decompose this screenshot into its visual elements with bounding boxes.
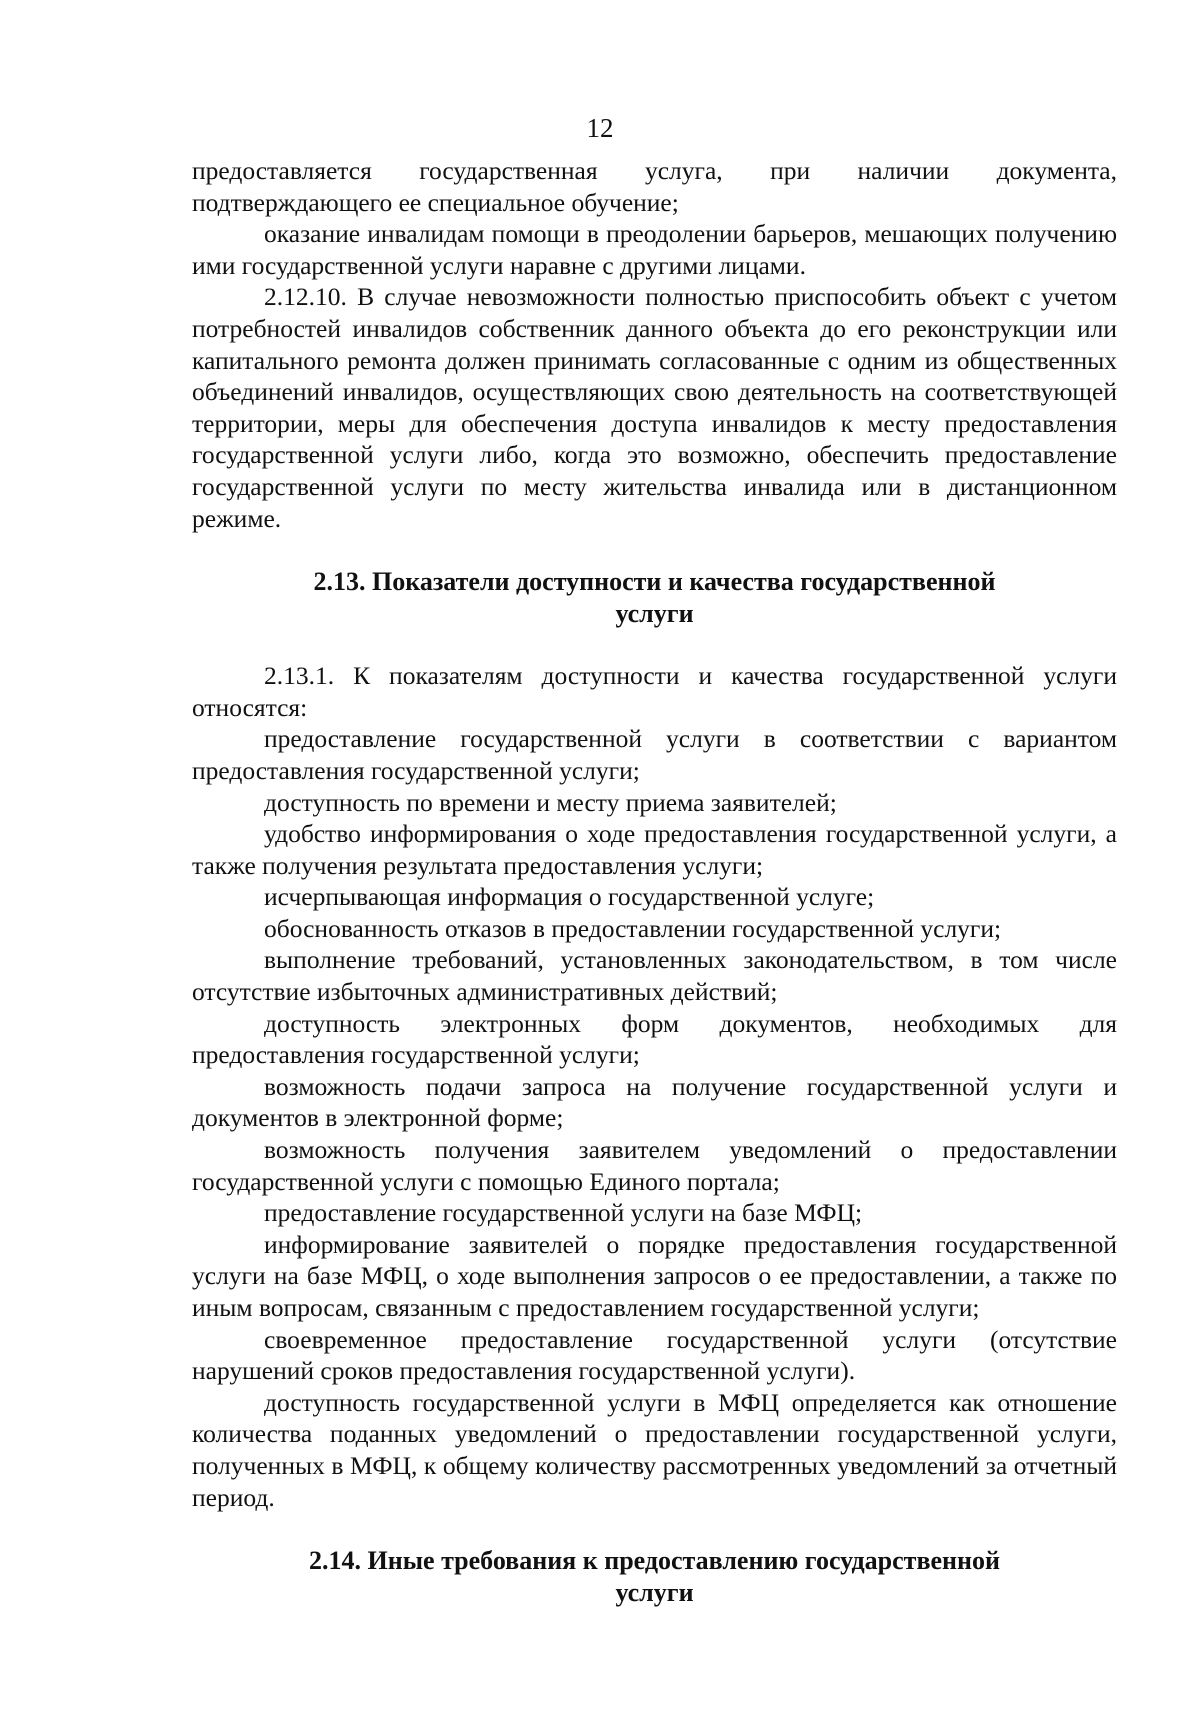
list-item: возможность получения заявителем уведомлений о предоставлении государственной услуги с помощью Единого портала; <box>192 1135 1117 1196</box>
list-item: исчерпывающая информация о государственной услуге; <box>264 882 875 912</box>
section-heading-line: услуги <box>615 599 694 629</box>
section-2-13-body <box>192 660 1117 1513</box>
paragraph-2-13-1: 2.13.1. К показателям доступности и качества государственной услуги относятся: <box>192 661 1117 722</box>
section-heading-line: 2.14. Иные требования к предоставлению государственной <box>309 1546 1000 1576</box>
section-2-13-heading <box>192 566 1117 630</box>
list-item: доступность государственной услуги в МФЦ определяется как отношение количества поданных уведомлений о предоставлении государственной услуги, полученных в МФЦ, к общему количеству рассмотренных уведомлений за отчетный период. <box>192 1387 1117 1512</box>
list-item: обоснованность отказов в предоставлении государственной услуги; <box>264 913 1002 943</box>
list-item: доступность по времени и месту приема заявителей; <box>264 787 837 817</box>
section-heading-line: 2.13. Показатели доступности и качества государственной <box>313 567 996 597</box>
page-number: 12 <box>586 113 614 143</box>
paragraph-2-12-10: 2.12.10. В случае невозможности полностью приспособить объект с учетом потребностей инвалидов собственник данного объекта до его реконструкции или капитального ремонта должен принимать согласованные с одним из общественных объединений инвалидов, осуществляющих свою деятельность на соответствующей территории, меры для обеспечения доступа инвалидов к месту предоставления государственной услуги либо, когда это возможно, обеспечить предоставление государственной услуги по месту жительства инвалида или в дистанционном режиме. <box>192 282 1117 533</box>
list-item: предоставление государственной услуги на базе МФЦ; <box>264 1198 863 1228</box>
list-item: информирование заявителей о порядке предоставления государственной услуги на базе МФЦ, о ходе выполнения запросов о ее предоставлении, а также по иным вопросам, связанным с предоставлением государственной услуги; <box>192 1229 1117 1322</box>
list-item: доступность электронных форм документов, необходимых для предоставления государственной услуги; <box>192 1008 1117 1070</box>
document-body <box>192 155 1117 1609</box>
section-2-14-heading <box>192 1545 1117 1609</box>
paragraph-continuation: предоставляется государственная услуга, при наличии документа, подтверждающего ее специальное обучение; <box>192 156 1117 217</box>
paragraph-barriers-assistance: оказание инвалидам помощи в преодолении барьеров, мешающих получению ими государственной услуги наравне с другими лицами. <box>192 219 1117 280</box>
list-item: выполнение требований, установленных законодательством, в том числе отсутствие избыточных административных действий; <box>192 945 1117 1007</box>
section-heading-line: услуги <box>615 1578 694 1608</box>
list-item: предоставление государственной услуги в соответствии с вариантом предоставления государственной услуги; <box>192 724 1117 785</box>
list-item: удобство информирования о ходе предоставления государственной услуги, а также получения результата предоставления услуги; <box>192 819 1117 880</box>
list-item: своевременное предоставление государственной услуги (отсутствие нарушений сроков предоставления государственной услуги). <box>192 1324 1117 1386</box>
list-item: возможность подачи запроса на получение государственной услуги и документов в электронной форме; <box>192 1071 1117 1133</box>
